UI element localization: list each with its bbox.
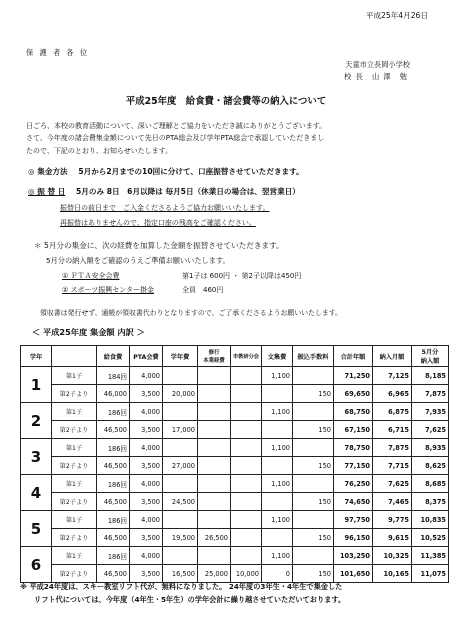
amount-cell: 9,775 (373, 511, 412, 529)
amount-cell (163, 403, 198, 421)
amount-cell: 7,935 (412, 403, 449, 421)
table-row (21, 403, 449, 421)
amount-cell (231, 547, 262, 565)
amount-cell: 46,000 (97, 385, 130, 403)
amount-cell (231, 511, 262, 529)
amount-cell: 17,000 (163, 421, 198, 439)
amount-cell: 19,500 (163, 529, 198, 547)
amount-cell: 1,100 (262, 547, 293, 565)
amount-cell: 8,375 (412, 493, 449, 511)
grade-cell: 3 (21, 439, 52, 475)
amount-cell: 77,150 (334, 457, 373, 475)
amount-cell (293, 403, 334, 421)
table-row (21, 475, 449, 493)
amount-cell: 150 (293, 385, 334, 403)
child-kind-cell: 第2子より (52, 493, 97, 511)
amount-cell: 103,250 (334, 547, 373, 565)
amount-cell (262, 457, 293, 475)
child-kind-cell: 第1子 (52, 511, 97, 529)
amount-cell (198, 475, 231, 493)
amount-cell: 26,500 (198, 529, 231, 547)
extra-line-2: 5月分の納入額をご確認のうえご準備お願いいたします。 (46, 256, 230, 265)
amount-cell: 10,325 (373, 547, 412, 565)
amount-cell (198, 421, 231, 439)
header-annual-total: 合計年額 (334, 346, 373, 367)
intro-paragraph (20, 120, 440, 157)
child-kind-cell: 第1子 (52, 439, 97, 457)
amount-cell: 16,500 (163, 565, 198, 583)
child-kind-cell: 第2子より (52, 457, 97, 475)
amount-cell (231, 457, 262, 475)
amount-cell (231, 421, 262, 439)
amount-cell: 186回 (97, 475, 130, 493)
amount-cell (231, 439, 262, 457)
amount-cell: 4,000 (130, 511, 163, 529)
amount-cell: 1,100 (262, 367, 293, 385)
amount-cell: 10,000 (231, 565, 262, 583)
amount-cell (198, 493, 231, 511)
extra-item-1-amount: 第1子は 600円 ・ 第2子以降は450円 (182, 272, 302, 280)
header-pta: PTA会費 (130, 346, 163, 367)
amount-cell: 4,000 (130, 547, 163, 565)
transfer-sub-2: 再振替はありませんので、指定口座の残高をご確認ください。 (60, 219, 256, 227)
amount-cell: 1,100 (262, 511, 293, 529)
amount-cell: 24,500 (163, 493, 198, 511)
amount-cell: 69,650 (334, 385, 373, 403)
header-kind (52, 346, 97, 367)
table-row (21, 547, 449, 565)
amount-cell: 186回 (97, 511, 130, 529)
document-date: 平成25年4月26日 (365, 11, 428, 20)
intro-line-1: 日ごろ、本校の教育活動について、深いご理解とご協力をいただき誠にありがとうございます。 (26, 122, 327, 130)
amount-cell: 150 (293, 493, 334, 511)
amount-cell (262, 421, 293, 439)
amount-cell (198, 403, 231, 421)
amount-cell: 150 (293, 421, 334, 439)
table-row (21, 529, 449, 547)
extra-item-1-name: ① ＰＴＡ安全会費 (62, 272, 120, 280)
table-row (21, 421, 449, 439)
amount-cell: 9,615 (373, 529, 412, 547)
extra-item-2-amount: 全員 460円 (182, 286, 224, 294)
amount-cell: 27,000 (163, 457, 198, 475)
amount-cell: 96,150 (334, 529, 373, 547)
amount-cell: 74,650 (334, 493, 373, 511)
amount-cell: 46,500 (97, 529, 130, 547)
amount-cell: 4,000 (130, 403, 163, 421)
amount-cell: 76,250 (334, 475, 373, 493)
amount-cell: 10,165 (373, 565, 412, 583)
amount-cell (163, 511, 198, 529)
amount-cell (163, 547, 198, 565)
amount-cell: 101,650 (334, 565, 373, 583)
amount-cell: 3,500 (130, 529, 163, 547)
amount-cell: 68,750 (334, 403, 373, 421)
amount-cell: 7,465 (373, 493, 412, 511)
header-teacher-assoc: 市教研分会 (231, 346, 262, 367)
transfer-sub-1: 振替日の前日まで ご入金くださるようご協力お願いいたします。 (60, 204, 270, 212)
amount-cell (293, 367, 334, 385)
table-header-row (21, 346, 449, 367)
amount-cell (293, 475, 334, 493)
recipient: 保 護 者 各 位 (26, 48, 90, 57)
header-grade-fee: 学年費 (163, 346, 198, 367)
fee-table (20, 345, 449, 583)
intro-line-3: たので、下記のとおり、お知らせいたします。 (26, 146, 173, 155)
amount-cell: 186回 (97, 403, 130, 421)
amount-cell (198, 439, 231, 457)
amount-cell (198, 547, 231, 565)
amount-cell: 7,625 (412, 421, 449, 439)
header-grade: 学年 (21, 346, 52, 367)
table-row (21, 367, 449, 385)
amount-cell: 3,500 (130, 385, 163, 403)
amount-cell (198, 385, 231, 403)
table-title: ＜ 平成25年度 集金額 内訳 ＞ (32, 327, 145, 337)
amount-cell: 4,000 (130, 475, 163, 493)
amount-cell: 3,500 (130, 493, 163, 511)
amount-cell (262, 529, 293, 547)
transfer-line (28, 186, 300, 197)
amount-cell: 8,185 (412, 367, 449, 385)
amount-cell (198, 511, 231, 529)
amount-cell: 10,525 (412, 529, 449, 547)
amount-cell (198, 367, 231, 385)
amount-cell: 8,935 (412, 439, 449, 457)
amount-cell: 3,500 (130, 565, 163, 583)
amount-cell: 6,875 (373, 403, 412, 421)
amount-cell: 150 (293, 565, 334, 583)
table-row (21, 439, 449, 457)
grade-cell: 5 (21, 511, 52, 547)
amount-cell: 8,685 (412, 475, 449, 493)
amount-cell (163, 439, 198, 457)
amount-cell: 46,500 (97, 493, 130, 511)
amount-cell: 8,625 (412, 457, 449, 475)
amount-cell: 78,750 (334, 439, 373, 457)
amount-cell: 4,000 (130, 439, 163, 457)
intro-line-2: さて、今年度の諸会費集金額について先日のPTA総会及び学年PTA総会で承認していただきまし (26, 134, 325, 143)
amount-cell: 186回 (97, 547, 130, 565)
amount-cell (293, 511, 334, 529)
amount-cell (231, 475, 262, 493)
amount-cell: 3,500 (130, 421, 163, 439)
header-collection: 文集費 (262, 346, 293, 367)
amount-cell: 150 (293, 529, 334, 547)
amount-cell: 20,000 (163, 385, 198, 403)
grade-cell: 4 (21, 475, 52, 511)
amount-cell: 7,125 (373, 367, 412, 385)
amount-cell (231, 385, 262, 403)
amount-cell: 7,875 (373, 439, 412, 457)
transfer-label: ◎ 振 替 日 (28, 187, 66, 196)
amount-cell (163, 475, 198, 493)
amount-cell: 71,250 (334, 367, 373, 385)
amount-cell: 11,075 (412, 565, 449, 583)
amount-cell: 97,750 (334, 511, 373, 529)
amount-cell: 46,500 (97, 565, 130, 583)
header-lunch: 給食費 (97, 346, 130, 367)
child-kind-cell: 第2子より (52, 385, 97, 403)
amount-cell: 6,965 (373, 385, 412, 403)
amount-cell: 25,000 (198, 565, 231, 583)
document-title: 平成25年度 給食費・諸会費等の納入について (125, 96, 327, 107)
amount-cell: 1,100 (262, 439, 293, 457)
footnote-line-1: ※ 平成24年度は、スキー教室リフト代が、無料になりました。 24年度の3年生・4年生で集金した (20, 582, 343, 591)
amount-cell: 67,150 (334, 421, 373, 439)
amount-cell (231, 367, 262, 385)
amount-cell (262, 493, 293, 511)
child-kind-cell: 第1子 (52, 475, 97, 493)
footnote (20, 580, 440, 606)
extra-item-2 (62, 285, 224, 295)
amount-cell (293, 439, 334, 457)
child-kind-cell: 第2子より (52, 529, 97, 547)
amount-cell: 6,715 (373, 421, 412, 439)
amount-cell (293, 547, 334, 565)
amount-cell (231, 403, 262, 421)
transfer-text: 5月のみ 8日 6月以降は 毎月5日（休業日の場合は、翌営業日） (76, 187, 300, 196)
extra-item-1 (62, 271, 302, 281)
header-monthly: 納入月額 (373, 346, 412, 367)
method-label: ◎ 集金方法 (28, 167, 68, 176)
amount-cell: 1,100 (262, 403, 293, 421)
amount-cell: 3,500 (130, 457, 163, 475)
receipt-note: 領収書は発行せず、通帳が領収書代わりとなりますので、ご了承くださるようお願いいたします。 (40, 309, 342, 317)
method-text: 5月から2月までの10回に分けて、口座振替させていただきます。 (78, 167, 304, 176)
table-row (21, 493, 449, 511)
extra-line-1: ＊ 5月分の集金に、次の経費を加算した金額を振替させていただきます。 (34, 241, 284, 250)
amount-cell: 11,385 (412, 547, 449, 565)
grade-cell: 6 (21, 547, 52, 583)
footnote-line-2: リフト代については、今年度（4年生・5年生）の学年会計に繰り越させていただいております。 (34, 595, 346, 604)
table-row (21, 457, 449, 475)
amount-cell: 10,835 (412, 511, 449, 529)
amount-cell (163, 367, 198, 385)
amount-cell: 186回 (97, 439, 130, 457)
principal-name: 校 長 山 澤 勉 (344, 72, 408, 81)
amount-cell (231, 529, 262, 547)
amount-cell: 7,875 (412, 385, 449, 403)
amount-cell: 7,715 (373, 457, 412, 475)
amount-cell: 4,000 (130, 367, 163, 385)
school-name: 天童市立長岡小学校 (345, 60, 410, 69)
header-may: 5月分 納入額 (412, 346, 449, 367)
child-kind-cell: 第1子 (52, 403, 97, 421)
table-row (21, 511, 449, 529)
method-line (28, 166, 304, 177)
grade-cell: 2 (21, 403, 52, 439)
header-transfer-fee: 振込手数料 (293, 346, 334, 367)
child-kind-cell: 第2子より (52, 421, 97, 439)
amount-cell: 150 (293, 457, 334, 475)
amount-cell: 0 (262, 565, 293, 583)
child-kind-cell: 第2子より (52, 565, 97, 583)
amount-cell: 184回 (97, 367, 130, 385)
header-trip: 修行 本業経費 (198, 346, 231, 367)
amount-cell: 7,625 (373, 475, 412, 493)
child-kind-cell: 第1子 (52, 367, 97, 385)
grade-cell: 1 (21, 367, 52, 403)
amount-cell (231, 493, 262, 511)
amount-cell (198, 457, 231, 475)
amount-cell: 46,500 (97, 421, 130, 439)
extra-item-2-name: ② スポーツ振興センター掛金 (62, 286, 154, 294)
amount-cell: 46,500 (97, 457, 130, 475)
table-row (21, 385, 449, 403)
amount-cell: 1,100 (262, 475, 293, 493)
amount-cell (262, 385, 293, 403)
child-kind-cell: 第1子 (52, 547, 97, 565)
